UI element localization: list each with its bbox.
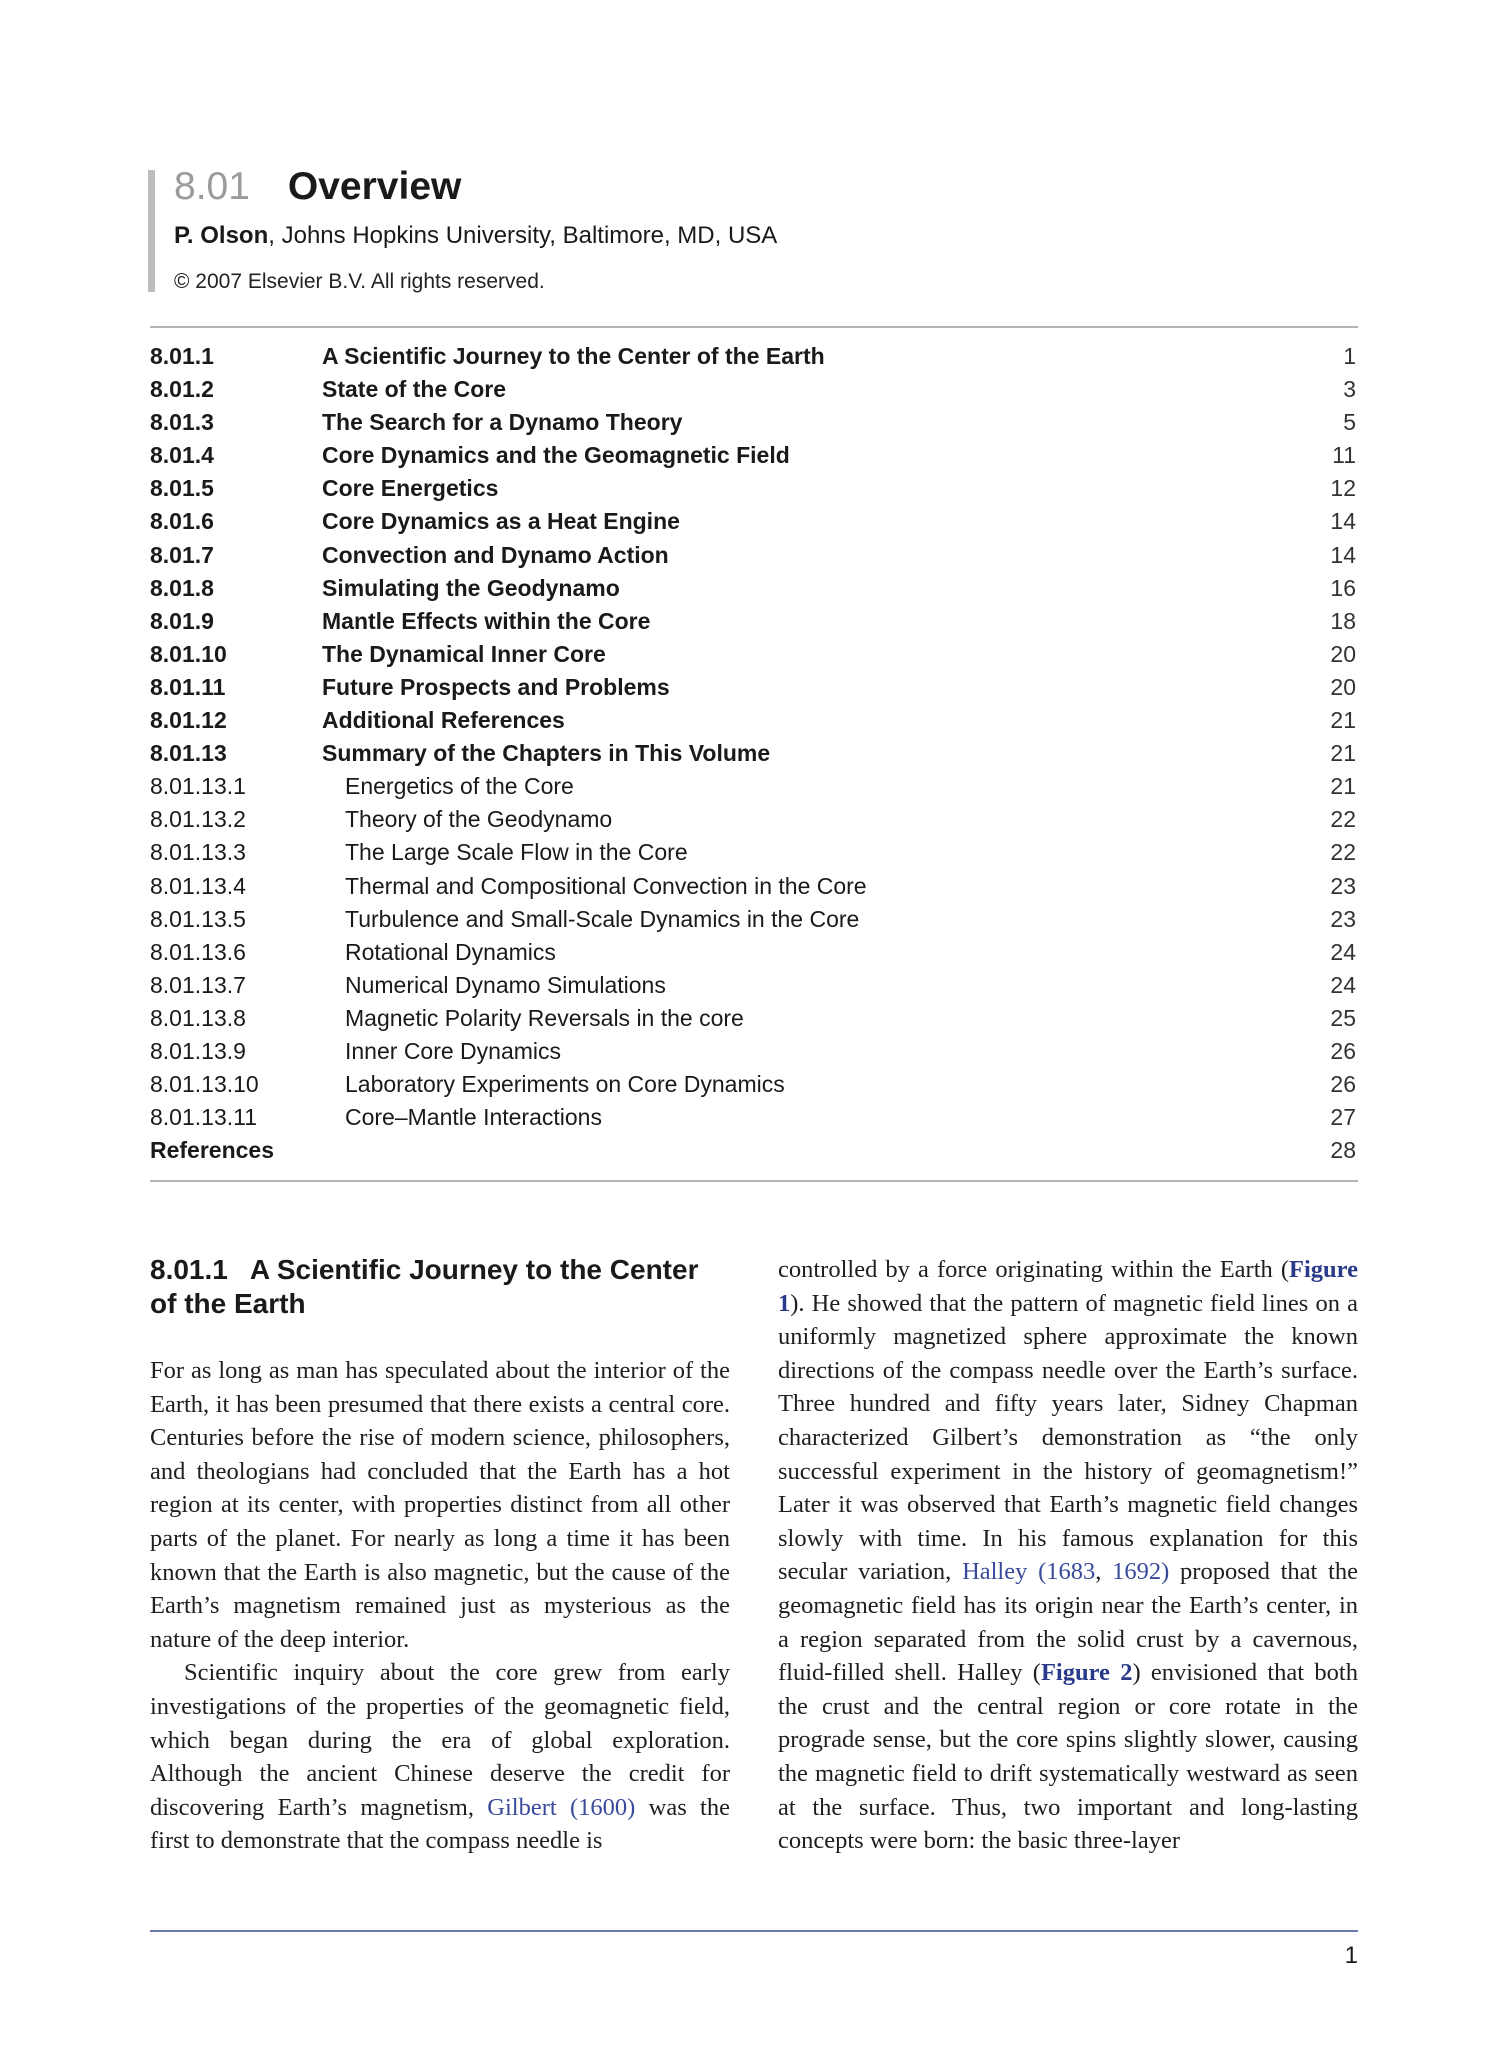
citation-link-halley-1683[interactable]: Halley (1683	[962, 1558, 1096, 1586]
toc-title: Theory of the Geodynamo	[345, 806, 613, 833]
citation-link-gilbert[interactable]: Gilbert (1600)	[487, 1793, 636, 1821]
paragraph-text: controlled by a force originating within the Earth (	[778, 1256, 1290, 1283]
toc-row[interactable]	[150, 539, 1358, 572]
chapter-heading	[174, 160, 1354, 214]
paragraph-text: ) envisioned that both the crust and the central region or core rotate in the prograde sense, but the core spins slightly slower, causing the magnetic field to drift systematically westward as seen at the surface. Thus, two important and long-lasting concepts were born: the basic three-layer	[778, 1659, 1358, 1855]
toc-number: 8.01.9	[150, 607, 214, 634]
toc-top-rule	[150, 326, 1358, 328]
toc-title: Laboratory Experiments on Core Dynamics	[345, 1071, 785, 1098]
toc-number: 8.01.5	[150, 475, 214, 502]
toc-page: 21	[1330, 740, 1356, 767]
toc-page: 18	[1330, 607, 1356, 634]
toc-number: 8.01.13.8	[150, 1004, 246, 1031]
toc-row[interactable]	[150, 1101, 1358, 1134]
toc-number: 8.01.7	[150, 541, 214, 568]
toc-page: 23	[1330, 872, 1356, 899]
toc-row[interactable]	[150, 1068, 1358, 1101]
toc-number: 8.01.4	[150, 442, 214, 469]
toc-page: 21	[1330, 773, 1356, 800]
citation-link-halley-1692[interactable]: 1692)	[1112, 1558, 1170, 1586]
toc-number: 8.01.11	[150, 673, 226, 700]
body-column-right	[778, 1253, 1358, 1858]
toc-title: Core Dynamics and the Geomagnetic Field	[322, 442, 790, 469]
toc-number: 8.01.13.7	[150, 971, 246, 998]
toc-title: Inner Core Dynamics	[345, 1037, 562, 1064]
footer-rule	[150, 1930, 1358, 1932]
toc-row[interactable]	[150, 969, 1358, 1002]
toc-page: 22	[1330, 806, 1356, 833]
toc-title: Summary of the Chapters in This Volume	[322, 740, 771, 767]
toc-bottom-rule	[150, 1180, 1358, 1182]
paragraph-text: ). He showed that the pattern of magnetic field lines on a uniformly magnetized sphere approximate the known directions of the compass needle over the Earth’s surface. Three hundred and fifty years later, Sidney Chapman characterized Gilbert’s demonstration as “the only successful experiment in the history of geomagnetism!” Later it was observed that Earth’s magnetic field changes slowly with time. In his famous explanation for this secular variation,	[778, 1289, 1358, 1586]
toc-title: Core Energetics	[322, 475, 499, 502]
toc-title: The Dynamical Inner Core	[322, 640, 606, 667]
toc-number: 8.01.13.5	[150, 905, 246, 932]
toc-row[interactable]	[150, 770, 1358, 803]
toc-number: References	[150, 1137, 275, 1164]
toc-row[interactable]	[150, 936, 1358, 969]
section-number: 8.01.1	[150, 1254, 228, 1285]
paragraph-text: Scientific inquiry about the core grew from early investigations of the properties of the geomagnetic field, which began during the era of global exploration. Although the ancient Chinese deserve the credit for discovering Earth’s magnetism,	[150, 1659, 730, 1821]
toc-title: Thermal and Compositional Convection in the Core	[345, 872, 867, 899]
toc-page: 1	[1343, 343, 1356, 369]
toc-page: 27	[1330, 1104, 1356, 1131]
toc-page: 16	[1330, 574, 1356, 601]
toc-page: 28	[1330, 1137, 1356, 1164]
toc-title: The Large Scale Flow in the Core	[345, 839, 688, 866]
toc-title: Energetics of the Core	[345, 773, 574, 800]
toc-page: 11	[1332, 442, 1356, 469]
toc-title: Mantle Effects within the Core	[322, 607, 651, 634]
toc-number: 8.01.13.9	[150, 1037, 246, 1064]
toc-row[interactable]	[150, 1002, 1358, 1035]
toc-row[interactable]	[150, 406, 1358, 439]
toc-page: 22	[1330, 839, 1356, 866]
toc-page: 26	[1330, 1037, 1356, 1064]
toc-number: 8.01.3	[150, 409, 214, 436]
toc-number: 8.01.13.6	[150, 938, 246, 965]
toc-row[interactable]	[150, 803, 1358, 836]
toc-page: 24	[1330, 938, 1356, 965]
paragraph-text: proposed that the geomagnetic field has its origin near the Earth’s center, in a region separated from the solid crust by a cavernous, fluid-filled shell. Halley (	[778, 1558, 1359, 1687]
toc-row[interactable]	[150, 870, 1358, 903]
toc-number: 8.01.13.1	[150, 773, 246, 800]
toc-title: Rotational Dynamics	[345, 938, 556, 965]
toc-row[interactable]	[150, 340, 1358, 373]
toc-row[interactable]	[150, 373, 1358, 406]
toc-number: 8.01.13.11	[150, 1104, 258, 1131]
section-title: A Scientific Journey to the Center of the Earth	[150, 1254, 699, 1319]
toc-title: Magnetic Polarity Reversals in the core	[345, 1004, 744, 1031]
toc-row[interactable]	[150, 671, 1358, 704]
toc-row[interactable]	[150, 605, 1358, 638]
toc-page: 20	[1330, 673, 1356, 700]
toc-row[interactable]	[150, 472, 1358, 505]
toc-page: 5	[1343, 409, 1356, 436]
copyright: © 2007 Elsevier B.V. All rights reserved.	[174, 270, 545, 293]
toc-number: 8.01.2	[150, 376, 214, 403]
toc-title: Core–Mantle Interactions	[345, 1104, 602, 1131]
header-accent-bar	[148, 170, 155, 292]
toc-page: 25	[1330, 1004, 1356, 1031]
toc-title: Turbulence and Small-Scale Dynamics in the Core	[345, 905, 860, 932]
toc-page: 3	[1343, 376, 1356, 403]
toc-title: Convection and Dynamo Action	[322, 541, 669, 568]
toc-page: 26	[1330, 1071, 1356, 1098]
toc-page: 21	[1330, 707, 1356, 734]
toc-title: Future Prospects and Problems	[322, 673, 670, 700]
toc-row[interactable]	[150, 638, 1358, 671]
table-of-contents	[150, 340, 1358, 1167]
section-heading	[150, 1253, 730, 1321]
toc-number: 8.01.13	[150, 740, 227, 767]
toc-row[interactable]	[150, 903, 1358, 936]
paragraph-text: ,	[1095, 1558, 1113, 1586]
body-column-left	[150, 1354, 730, 1858]
chapter-header	[174, 160, 1354, 294]
chapter-number: 8.01	[174, 165, 250, 208]
toc-number: 8.01.13.3	[150, 839, 246, 866]
chapter-title: Overview	[287, 165, 462, 208]
author-affiliation: , Johns Hopkins University, Baltimore, MD, USA	[268, 222, 778, 249]
page-number: 1	[1344, 1942, 1358, 1969]
figure-link-2[interactable]: Figure 2	[1040, 1659, 1133, 1687]
toc-title: Simulating the Geodynamo	[322, 574, 620, 601]
toc-row[interactable]	[150, 1134, 1358, 1167]
toc-number: 8.01.6	[150, 508, 214, 535]
toc-number: 8.01.10	[150, 640, 227, 667]
toc-number: 8.01.1	[150, 343, 214, 369]
toc-row[interactable]	[150, 572, 1358, 605]
author-line	[174, 222, 1354, 250]
toc-title: Core Dynamics as a Heat Engine	[322, 508, 680, 535]
paragraph-2-continued	[778, 1253, 1358, 1858]
toc-page: 12	[1330, 475, 1356, 502]
figure-link-1[interactable]: Figure 1	[778, 1256, 1358, 1317]
toc-number: 8.01.13.10	[150, 1071, 259, 1098]
toc-title: Numerical Dynamo Simulations	[345, 971, 666, 998]
paragraph-1: For as long as man has speculated about the interior of the Earth, it has been presumed that there exists a central core. Centuries before the rise of modern science, philosophers, and theologians had concluded that the Earth has a hot region at its center, with properties distinct from all other parts of the planet. For nearly as long a time it has been known that the Earth is also magnetic, but the cause of the Earth’s magnetism remained just as mysterious as the nature of the deep interior.	[150, 1357, 730, 1653]
toc-title: A Scientific Journey to the Center of the Earth	[322, 343, 825, 369]
toc-title: Additional References	[322, 707, 565, 734]
toc-row[interactable]	[150, 1035, 1358, 1068]
toc-row[interactable]	[150, 704, 1358, 737]
toc-number: 8.01.12	[150, 707, 227, 734]
toc-row[interactable]	[150, 836, 1358, 869]
toc-row[interactable]	[150, 737, 1358, 770]
toc-row[interactable]	[150, 505, 1358, 538]
toc-page: 24	[1330, 971, 1356, 998]
author-name: P. Olson	[174, 222, 269, 249]
toc-number: 8.01.8	[150, 574, 214, 601]
toc-number: 8.01.13.4	[150, 872, 246, 899]
toc-page: 14	[1330, 541, 1356, 568]
toc-page: 20	[1330, 640, 1356, 667]
toc-number: 8.01.13.2	[150, 806, 246, 833]
toc-page: 14	[1330, 508, 1356, 535]
paragraph-2-start	[150, 1656, 730, 1858]
paragraph-text: was the first to demonstrate that the compass needle is	[150, 1793, 730, 1855]
toc-row[interactable]	[150, 439, 1358, 472]
toc-page: 23	[1330, 905, 1356, 932]
toc-title: State of the Core	[322, 376, 507, 403]
toc-title: The Search for a Dynamo Theory	[322, 409, 683, 436]
